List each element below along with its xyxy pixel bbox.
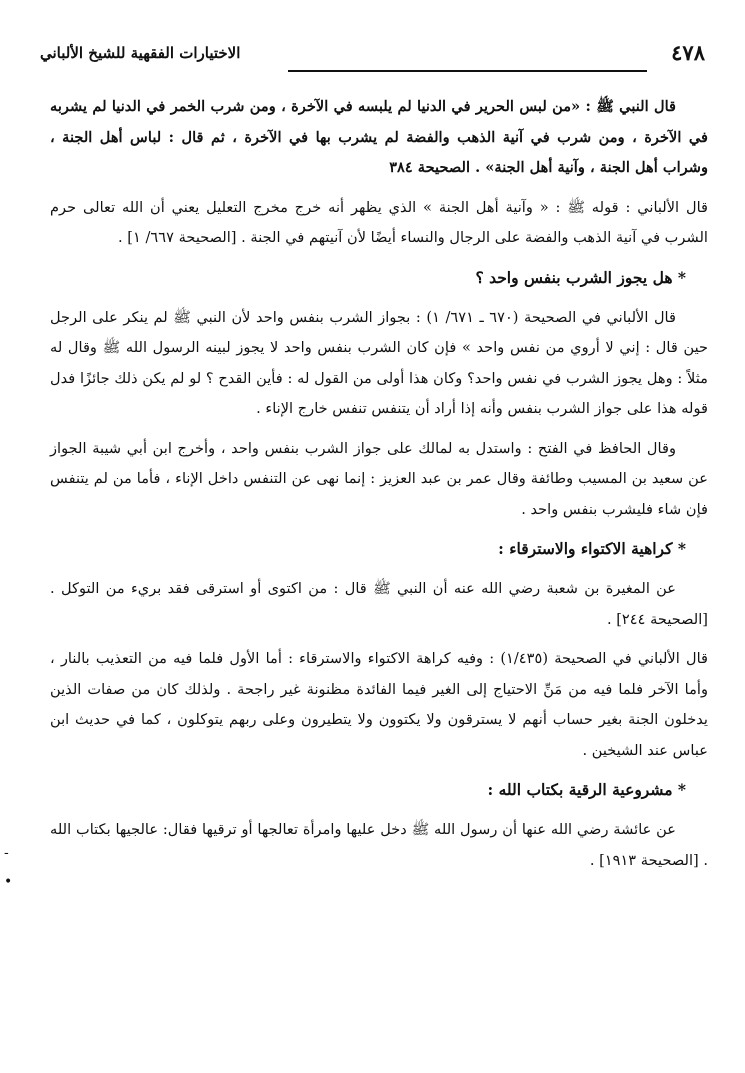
section-heading: * مشروعية الرقية بكتاب الله : bbox=[487, 780, 686, 799]
hadith-paragraph: عن عائشة رضي الله عنها أن رسول الله ﷺ دخل عليها وامرأة تعالجها أو ترقيها فقال: عالجيها بكتاب الله . [الصحيحة ١٩١٣] . bbox=[50, 821, 708, 869]
running-title: الاختيارات الفقهية للشيخ الألباني bbox=[40, 44, 241, 62]
header-rule bbox=[288, 70, 647, 72]
commentary-paragraph: وقال الحافظ في الفتح : واستدل به لمالك على جواز الشرب بنفس واحد ، وأخرج ابن أبي شيبة الجواز عن سعيد بن المسيب وطائفة وقال عمر بن عبد العزيز : إنما نهى عن التنفس داخل الإناء ، فأما من لم يتنفس فإن شاء فليشرب بنفس واحد . bbox=[50, 439, 708, 518]
hadith-paragraph: عن المغيرة بن شعبة رضي الله عنه أن النبي ﷺ قال : من اكتوى أو استرقى فقد بريء من التوكل . [الصحيحة ٢٤٤] . bbox=[50, 580, 708, 628]
page-header bbox=[40, 40, 705, 74]
section-heading: * كراهية الاكتواء والاسترقاء : bbox=[498, 539, 686, 558]
commentary-paragraph: قال الألباني : قوله ﷺ : « وآنية أهل الجنة » الذي يظهر أنه خرج مخرج التعليل يعني أن الله تعالى حرم الشرب في آنية الذهب والفضة على الرجال والنساء أيضًا لأن آنيتهم في الجنة . [الصحيحة ٦٦٧/ ١] . bbox=[50, 198, 708, 246]
margin-dash-mark: - bbox=[4, 845, 9, 861]
hadith-paragraph: قال النبي ﷺ : «من لبس الحرير في الدنيا لم يلبسه في الآخرة ، ومن شرب الخمر في الدنيا لم يشربه في الآخرة ، ومن شرب في آنية الذهب والفضة لم يشرب بها في الآخرة ، ثم قال : لباس أهل الجنة ، وشراب أهل الجنة ، وآنية أهل الجنة» . الصحيحة ٣٨٤ bbox=[50, 98, 708, 176]
page-number: ٤٧٨ bbox=[671, 40, 705, 65]
commentary-paragraph: قال الألباني في الصحيحة (١/٤٣٥) : وفيه كراهة الاكتواء والاسترقاء : أما الأول فلما فيه من التعذيب بالنار ، وأما الآخر فلما فيه من مَنِّ الاحتياج إلى الغير فيما الفائدة مظنونة غير راجحة . ولذلك كان من صفات الذين يدخلون الجنة بغير حساب أنهم لا يسترقون ولا يكتوون ولا يتطيرون وعلى ربهم يتوكلون ، كما في حديث ابن عباس عند الشيخين . bbox=[50, 650, 708, 759]
section-heading: * هل يجوز الشرب بنفس واحد ؟ bbox=[475, 267, 686, 287]
page-body bbox=[50, 92, 708, 885]
margin-dot-mark: • bbox=[4, 874, 13, 890]
commentary-paragraph: قال الألباني في الصحيحة (٦٧٠ ـ ٦٧١/ ١) : بجواز الشرب بنفس واحد لأن النبي ﷺ لم ينكر على الرجل حين قال : إني لا أروي من نفس واحد » فإن كان الشرب بنفس واحد لا يجوز لبينه الرسول الله ﷺ وقال له مثلاً : وهل يجوز الشرب في نفس واحد؟ وكان هذا أولى من القول له : فأين القدح ؟ لو لم يكن ذلك جائزًا فدل قوله هذا على جواز الشرب بنفس وأنه إذا أراد أن يتنفس تنفس خارج الإناء . bbox=[50, 308, 708, 417]
